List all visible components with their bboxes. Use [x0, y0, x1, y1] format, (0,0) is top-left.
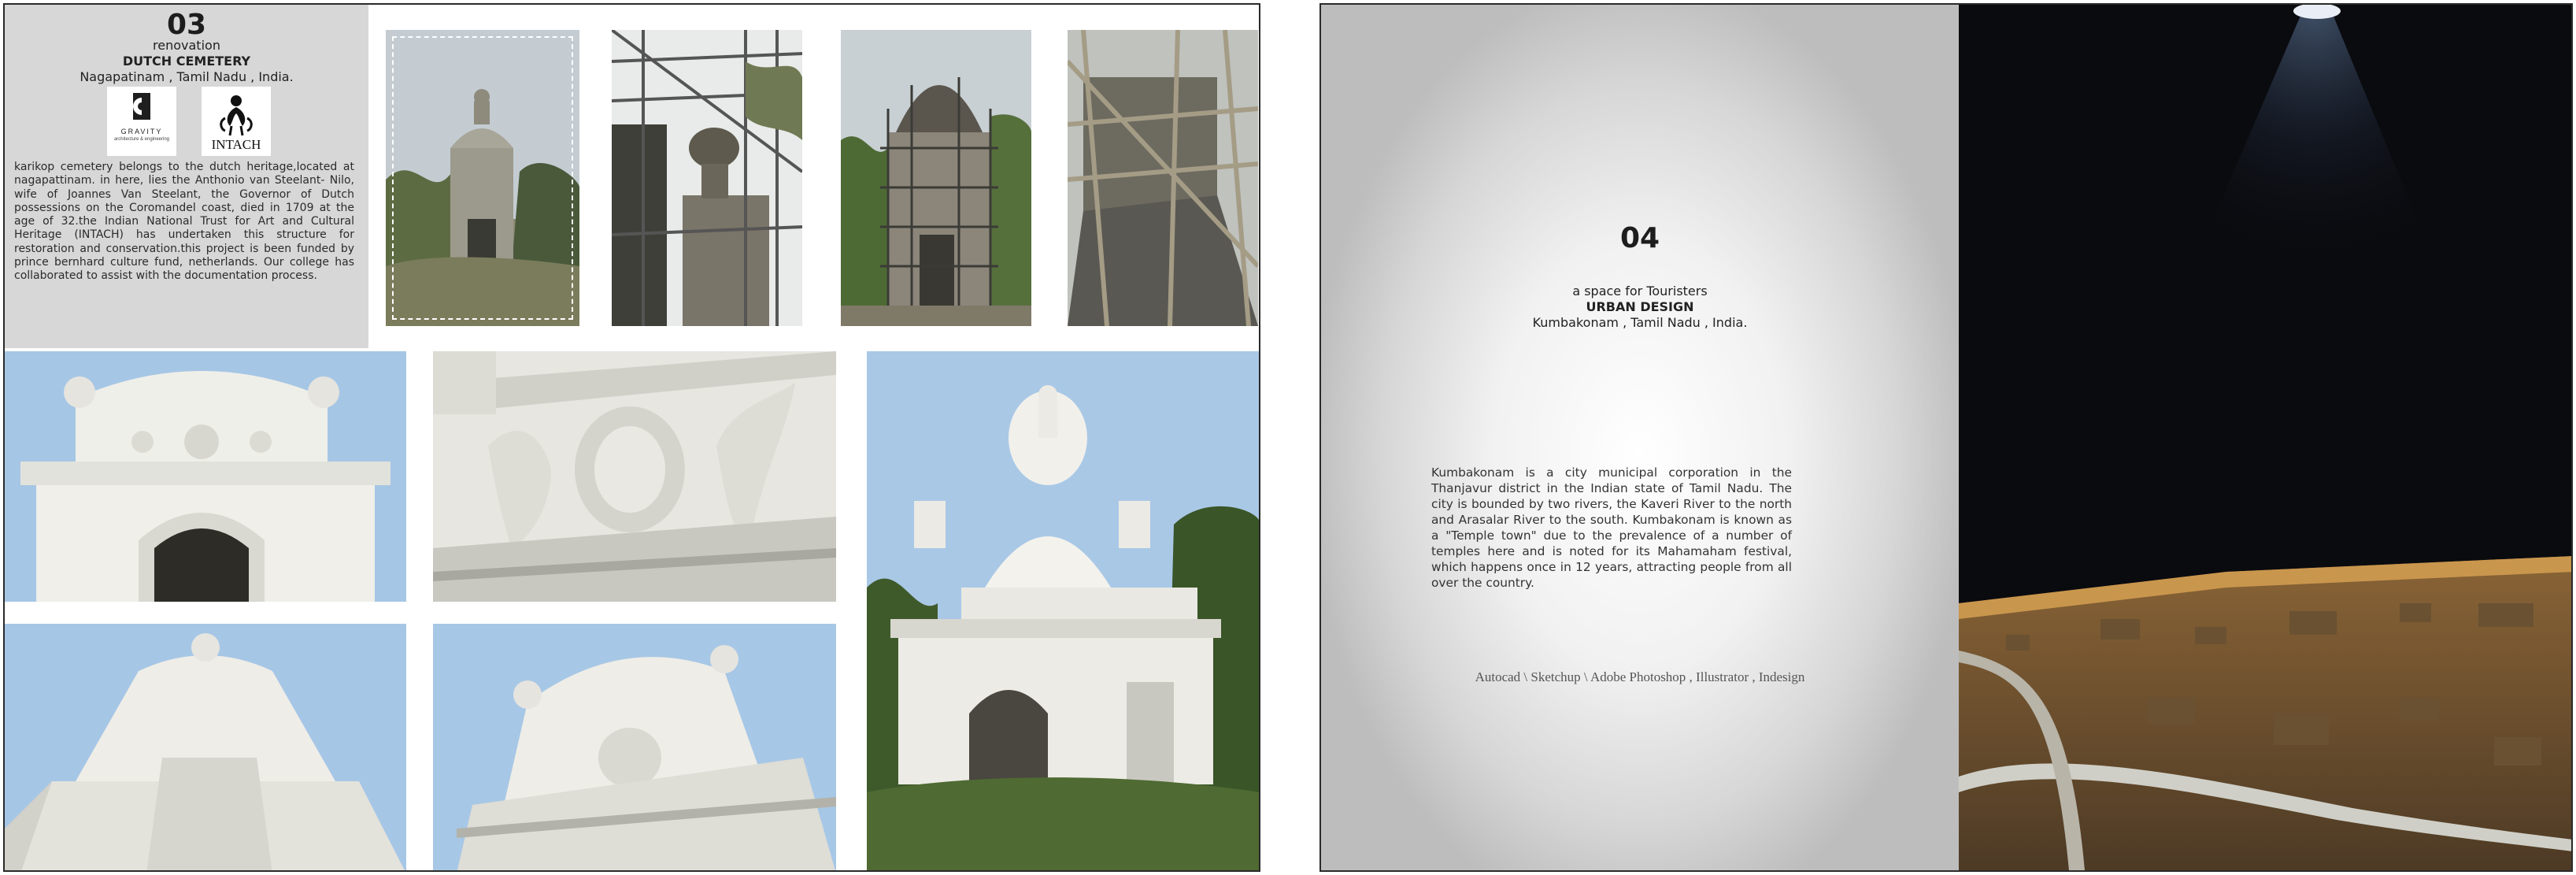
project-number: 04 [1619, 222, 1660, 254]
photo-scaffold-closeup [1068, 30, 1258, 326]
photo-cemetery-overgrown [386, 30, 579, 326]
left-page [3, 3, 1260, 872]
right-page [1319, 3, 2573, 872]
project-location: Kumbakonam , Tamil Nadu , India. [1532, 315, 1748, 330]
project-title: DUTCH CEMETERY [122, 54, 251, 69]
project-type: renovation [153, 38, 220, 53]
urban-design-text-page [1321, 5, 1959, 870]
software-tools: Autocad \ Sketchup \ Adobe Photoshop , Illustrator , Indesign [1475, 669, 1805, 684]
photo-scaffold-tower [841, 30, 1031, 326]
photo-angel-relief-detail [433, 351, 836, 602]
project-type: a space for Touristers [1572, 284, 1708, 298]
photo-city-model [1959, 5, 2573, 870]
photo-monument-full [867, 351, 1260, 872]
project-number: 03 [166, 9, 207, 41]
project-location: Nagapatinam , Tamil Nadu , India. [80, 69, 294, 84]
photo-relief-low-angle [433, 624, 836, 872]
project-description: Kumbakonam is a city municipal corporation in the Thanjavur district in the Indian state of Tamil Nadu. The city is bounded by two rivers, the Kaveri River to the north and Arasalar River to the south. Kumbakonam is known as a "Temple town" due to the prevalence of a number of temples here and is noted for its Mahamaham festival, which happens once in 12 years, attracting people from all over the country. [1431, 465, 1792, 590]
photo-arch-relief-front [5, 351, 406, 602]
photo-corner-low-angle [5, 624, 406, 872]
project-info-panel [5, 5, 368, 348]
photo-scaffold-finial [612, 30, 802, 326]
project-title: URBAN DESIGN [1586, 299, 1694, 314]
project-description: karikop cemetery belongs to the dutch heritage,located at nagapattinam. in here, lies the Anthonio van Steelant- Nilo, wife of Joannes Van Steelant, the Governor of Dutch possessions on the Coromandel coast, died in 1709 at the age of 32.the Indian National Trust for Art and Cultural Heritage (INTACH) has undertaken this structure for restoration and conservation.this project is been funded by prince bernhard culture fund, netherlands. Our college has collaborated to assist with the documentation process. [14, 161, 354, 283]
intach-logo: INTACH [202, 87, 271, 156]
gravity-logo: GRAVITY architecture & engineering [107, 87, 176, 156]
